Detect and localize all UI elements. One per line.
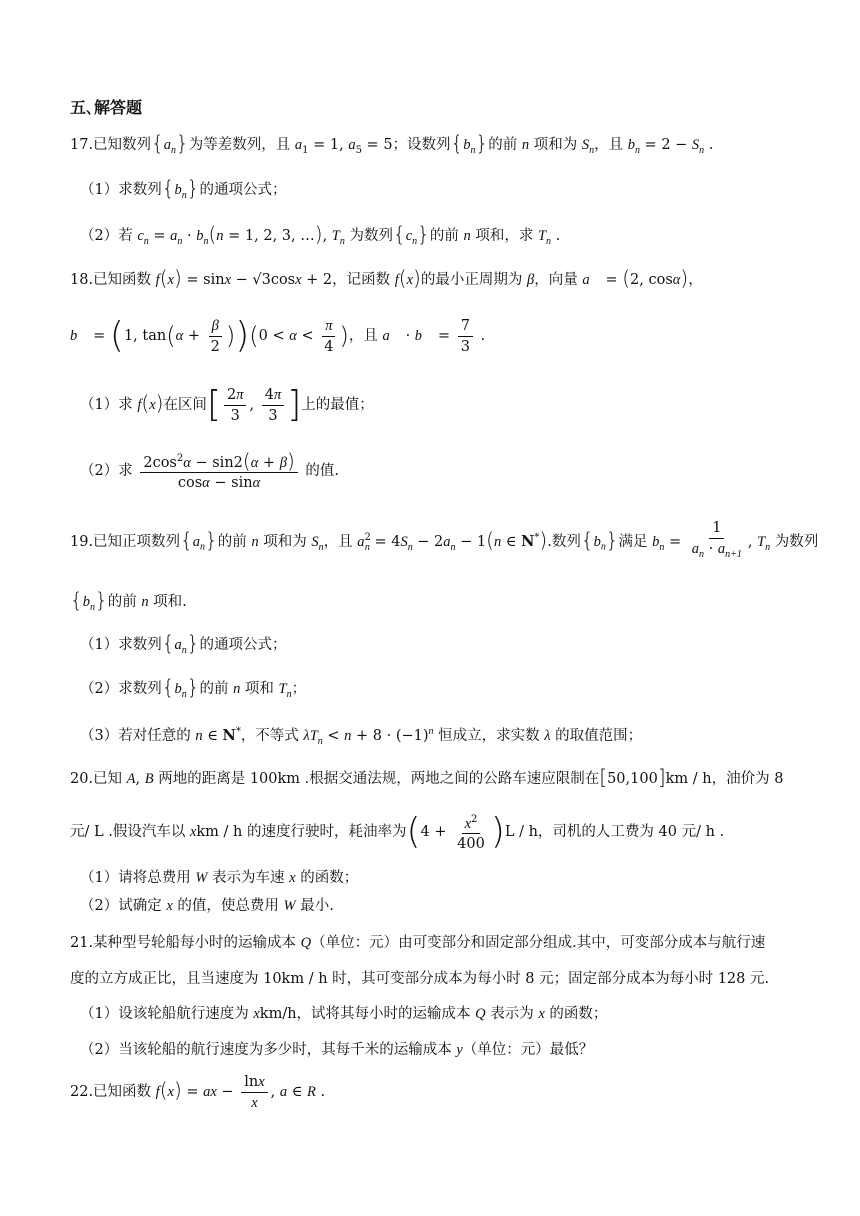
q21-part1: （1）设该轮船航行速度为 xkm/h，试将其每小时的运输成本 Q 表示为 x 的函数；	[80, 1006, 608, 1022]
q21-stem-line1: 21.某种型号轮船每小时的运输成本 Q（单位：元）由可变部分和固定部分组成.其中，可变部分成本与航行速	[70, 935, 766, 951]
q20-stem-line2: 元/ L .假设汽车以 xkm / h 的速度行驶时，耗油率为(4 + $\frac{x^2}{400}$ )L / h，司机的人工费为 40 元/ h .	[70, 811, 725, 853]
q19-stem-line1: 19.已知正项数列$\{a_n\}$的前 n 项和为 $S_n$，且 $a^2_n = 4S_n - 2a_n - 1(n$ ∈ N*).数列$\{b_n\}$满足 $b_n$ = $\frac{1}{a_n \cdot a_{n+1}}$ , $T_n$ 为数列	[70, 520, 819, 561]
q18-part2: （2）求 $\frac{2\cos^2\alpha - \sin 2(\alpha + \beta)}{\cos\alpha - \sin\alpha}$ 的值.	[80, 448, 339, 492]
q20-part1: （1）请将总费用 W 表示为车速 x 的函数；	[80, 870, 359, 886]
q18-stem-line1: 18.已知函数 f(x) = sinx − √3cosx + 2，记函数 f(x)的最小正周期为 β，向量 a⃗ = (2, cosα)，	[70, 266, 703, 290]
q17-stem: 17.已知数列$\{a_n\}$为等差数列，且 $a_1 = 1$, $a_5 = 5$；设数列$\{b_n\}$的前 n 项和为 $S_n$，且 $b_n = 2 - S_n$ .	[70, 131, 714, 156]
q21-part2: （2）当该轮船的航行速度为多少时，其每千米的运输成本 y（单位：元）最低？	[80, 1042, 594, 1058]
q20-stem-line1: 20.已知 A, B 两地的距离是 100km .根据交通法规，两地之间的公路车速应限制在[50,100]km / h，油价为 8	[70, 765, 784, 789]
q19-stem-line2: $\{b_n\}$的前 n 项和.	[70, 588, 187, 613]
q17-part1: （1）求数列$\{b_n\}$的通项公式；	[80, 176, 287, 201]
q18-stem-line2: b⃗ = (1, tan(α + $\frac{\beta}{2}$ ))(0 < α < $\frac{\pi}{4}$ )，且 a⃗ · b⃗ = $\frac{7}{3}$ .	[70, 315, 486, 356]
q21-stem-line2: 度的立方成正比，且当速度为 10km / h 时，其可变部分成本为每小时 8 元；固定部分成本为每小时 128 元.	[70, 971, 770, 987]
q18-part1: （1）求 f(x)在区间[ $\frac{2\pi}{3}$ , $\frac{4\pi}{3}$ ]上的最值；	[80, 384, 374, 425]
q19-part3: （3）若对任意的 n ∈ N*，不等式 $\lambda T_n < n + 8 \cdot (-1)^n$ 恒成立，求实数 λ 的取值范围；	[80, 726, 643, 747]
q22-stem: 22.已知函数 f(x) = ax − $\frac{\ln x}{x}$ , a ∈ R .	[70, 1073, 326, 1111]
q20-part2: （2）试确定 x 的值，使总费用 W 最小.	[80, 898, 334, 914]
q19-part1: （1）求数列$\{a_n\}$的通项公式；	[80, 631, 287, 656]
q17-part2: （2）若 $c_n = a_n \cdot b_n(n = 1$, 2, 3, …), $T_n$ 为数列$\{c_n\}$的前 n 项和，求 $T_n$ .	[80, 222, 561, 247]
q19-part2: （2）求数列$\{b_n\}$的前 n 项和 $T_n$；	[80, 675, 307, 700]
section-heading: 五､解答题	[70, 98, 143, 117]
